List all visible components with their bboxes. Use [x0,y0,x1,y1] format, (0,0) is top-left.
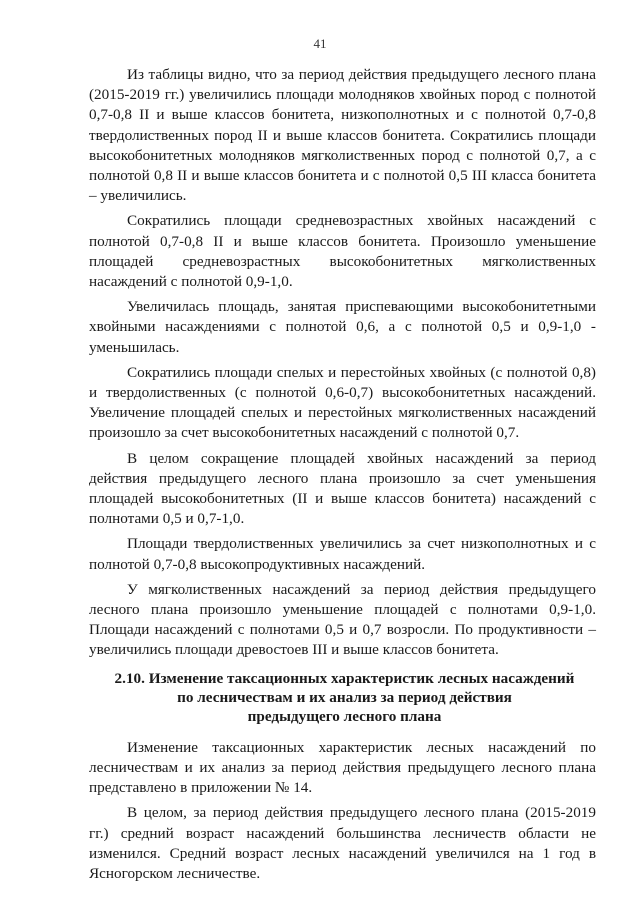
paragraph: Из таблицы видно, что за период действия предыдущего лесного плана (2015-2019 гг.) увеличились площади молодняков хвойных пород с полнотой 0,7-0,8 II и выше классов бонитета, низкополнотных и с полнотой 0,7-0,8 твердолиственных пород II и выше классов бонитета. Сократились площади высокобонитетных молодняков мягколиственных пород с полнотой 0,7, а с полнотой 0,8 II и выше классов бонитета и с полнотой 0,5 III класса бонитета – увеличились. [89,66,596,205]
paragraph: У мягколиственных насаждений за период действия предыдущего лесного плана произошло уменьшение площадей с полнотами 0,9-1,0. Площади насаждений с полнотами 0,5 и 0,7 возросли. По продуктивности – увеличились площади древостоев III и выше классов бонитета. [89,580,596,659]
paragraph: Изменение таксационных характеристик лесных насаждений по лесничествам и их анализ за период действия предыдущего лесного плана представлено в приложении № 14. [89,738,596,797]
page-body [89,65,596,889]
paragraph: Сократились площади средневозрастных хвойных насаждений с полнотой 0,7-0,8 II и выше классов бонитета. Произошло уменьшение площадей средневозрастных высокобонитетных мягколиственных насаждений с полнотой 0,9-1,0. [89,212,596,291]
paragraph: В целом сокращение площадей хвойных насаждений за период действия предыдущего лесного плана произошло за счет уменьшения площадей высокобонитетных (II и выше классов бонитета) насаждений с полнотами 0,5 и 0,7-1,0. [89,449,596,528]
page-number: 41 [313,36,327,51]
paragraph: В целом, за период действия предыдущего лесного плана (2015-2019 гг.) средний возраст насаждений большинства лесничеств области не изменился. Средний возраст лесных насаждений увеличился на 1 год в Ясногорском лесничестве. [89,804,596,882]
paragraph: Сократились площади спелых и перестойных хвойных (с полнотой 0,8) и твердолиственных (с полнотой 0,6-0,7) высокобонитетных насаждений. Увеличение площадей спелых и перестойных мягколиственных насаждений произошло за счет высокобонитетных насаждений с полнотой 0,7. [89,363,596,442]
paragraph: Увеличилась площадь, занятая приспевающими высокобонитетными хвойными насаждениями с полнотой 0,6, а с полнотой 0,5 и 0,9-1,0 - уменьшилась. [89,298,596,356]
section-heading-line: по лесничествам и их анализ за период действия [177,688,512,706]
section-heading-line: 2.10. Изменение таксационных характеристик лесных насаждений [114,669,575,687]
section-heading [89,669,596,726]
section-heading-line: предыдущего лесного плана [247,707,442,725]
paragraph: Площади твердолиственных увеличились за счет низкополнотных и с полнотой 0,7-0,8 высокопродуктивных насаждений. [89,535,596,573]
